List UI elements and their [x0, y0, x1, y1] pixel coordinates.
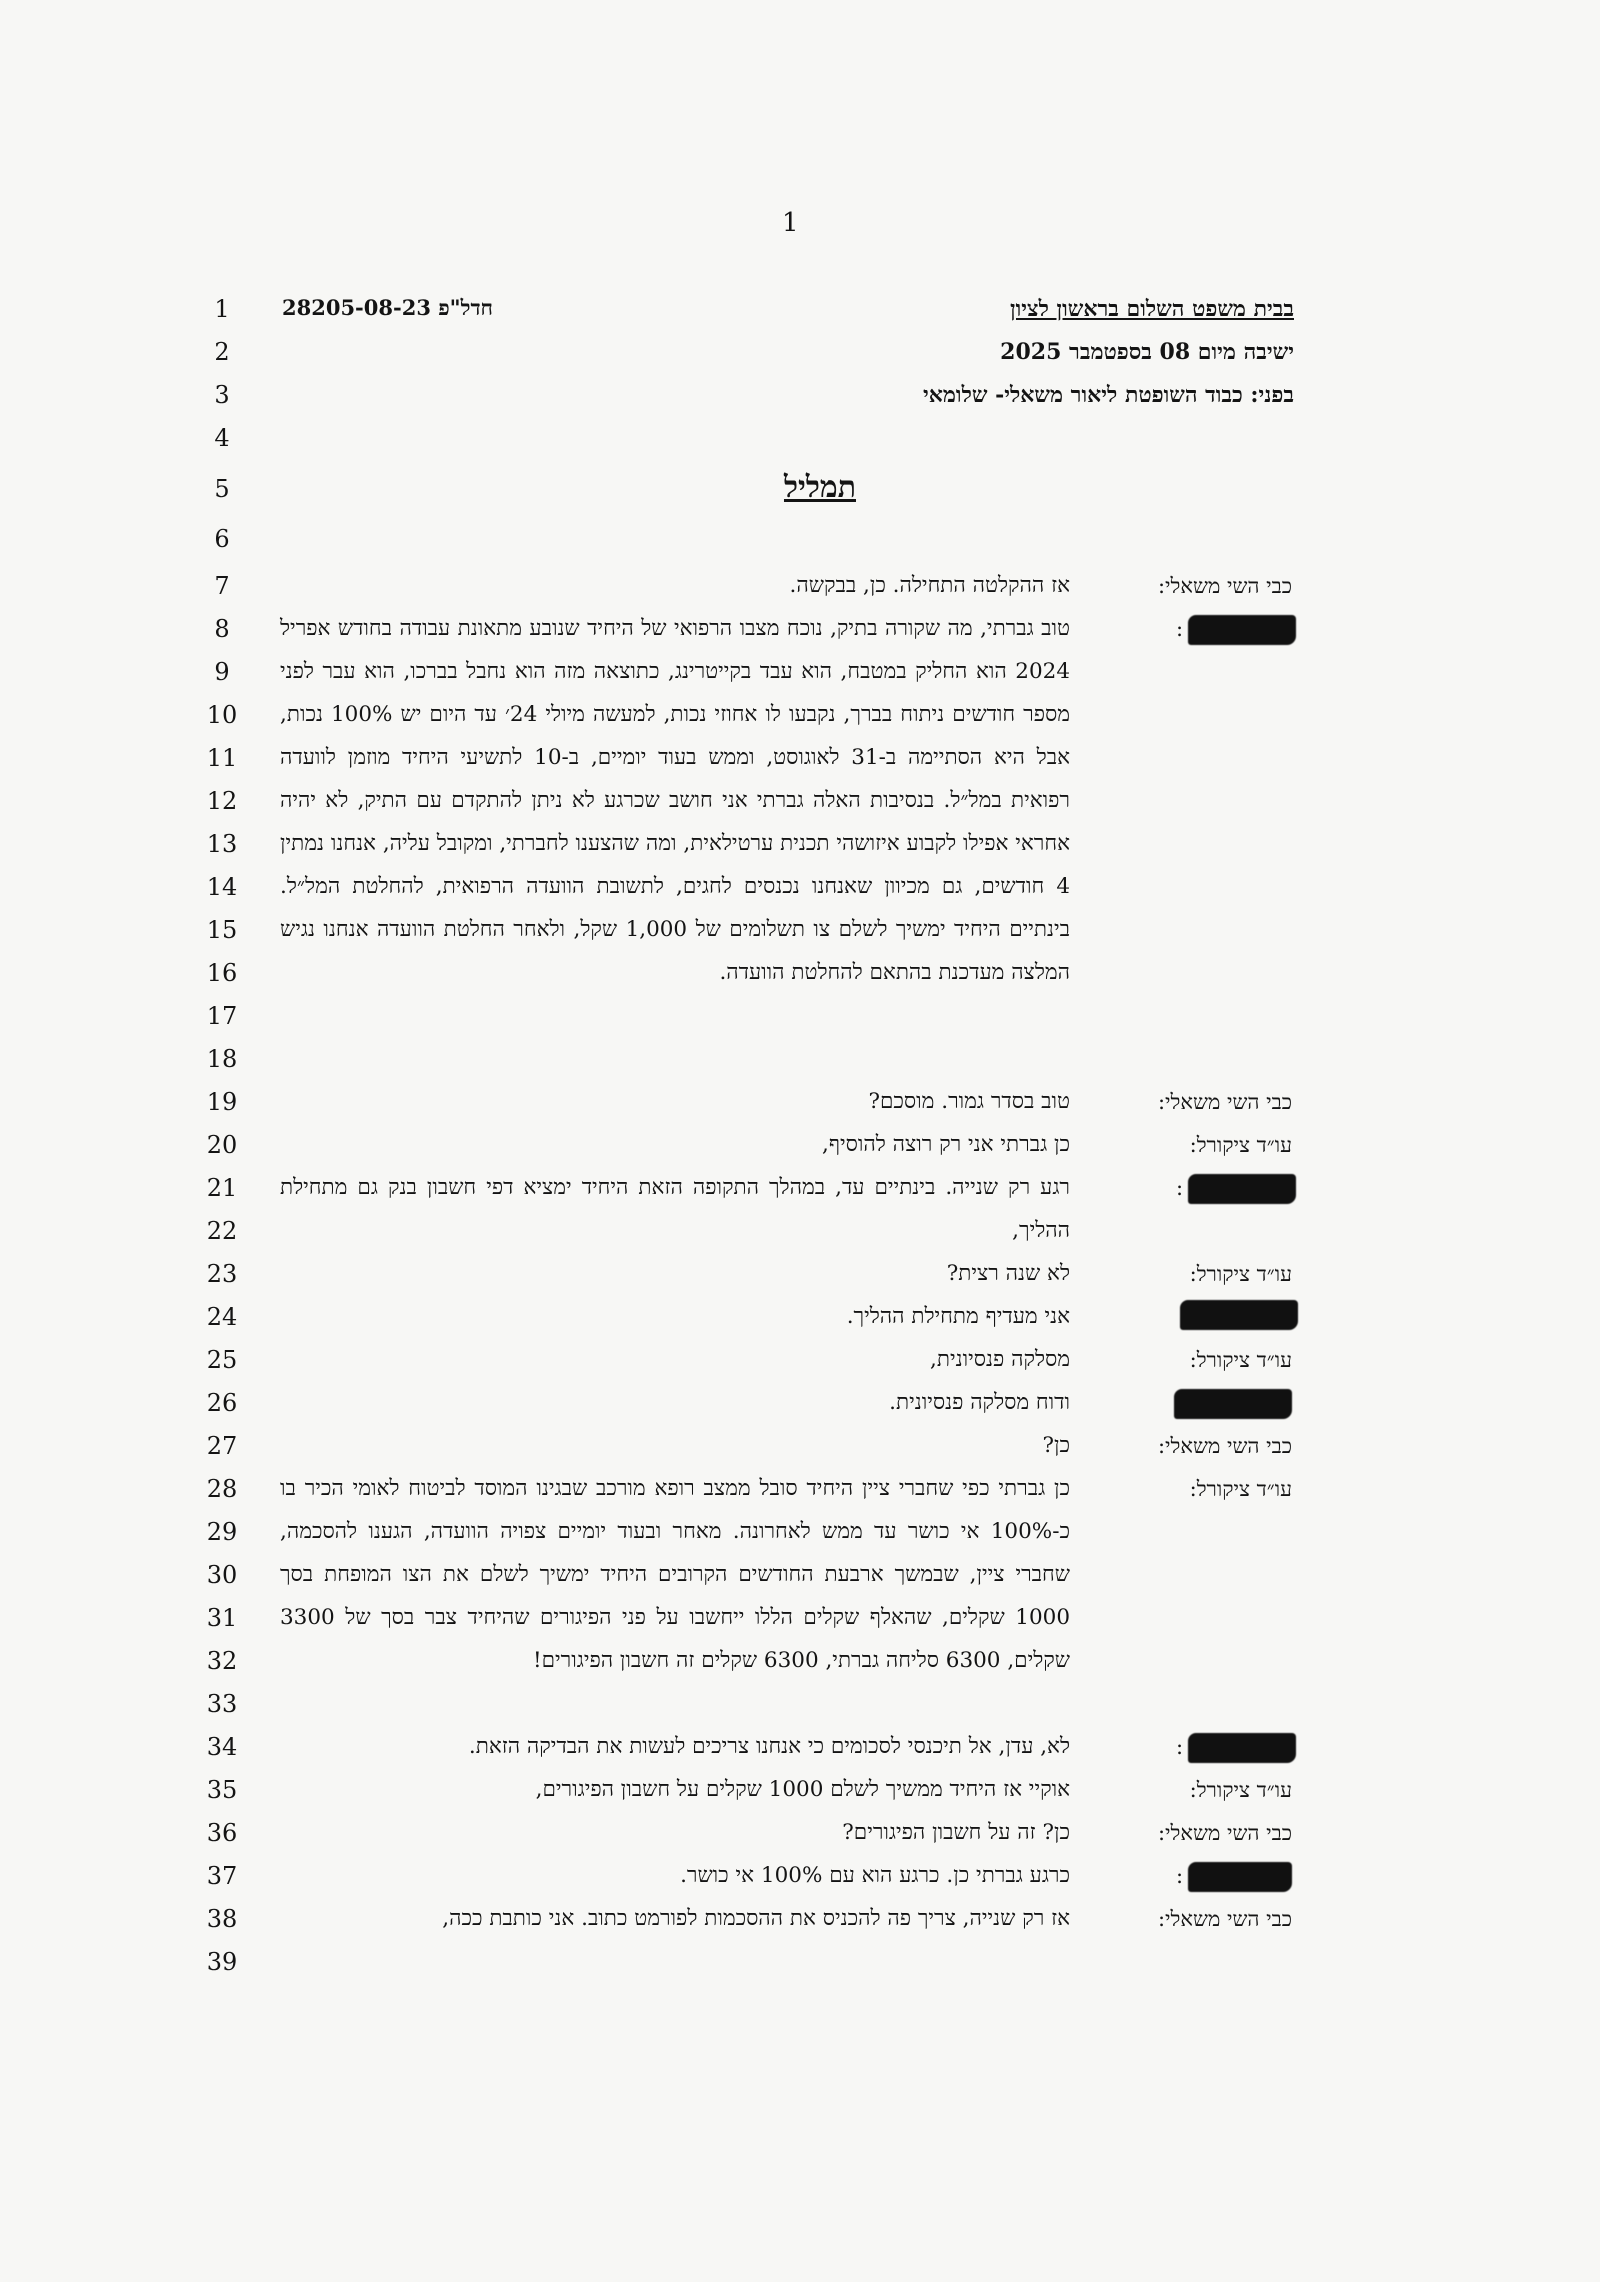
- speaker-label: עו״ד ציקורל:: [1189, 1262, 1292, 1286]
- speaker-label: עו״ד ציקורל:: [1189, 1778, 1292, 1802]
- line-number: 35: [206, 1776, 238, 1804]
- utterance: כרגע גברתי כן. כרגע הוא עם 100% אי כושר.: [680, 1863, 1070, 1888]
- line-number: 12: [206, 787, 238, 815]
- line-number: 7: [214, 572, 230, 600]
- line-number: 31: [206, 1604, 238, 1632]
- line-number: 17: [206, 1002, 238, 1030]
- line-number: 22: [206, 1217, 238, 1245]
- utterance: ודוח מסלקה פנסיונית.: [889, 1390, 1070, 1415]
- line-number: 5: [214, 475, 230, 503]
- redacted-speaker: [1188, 615, 1296, 645]
- line-number: 29: [206, 1518, 238, 1546]
- speaker-label: עו״ד ציקורל:: [1189, 1348, 1292, 1372]
- line-number: 37: [206, 1862, 238, 1890]
- line-number: 38: [206, 1905, 238, 1933]
- utterance: כן? זה על חשבון הפיגורים?: [842, 1820, 1070, 1845]
- page-number: 1: [782, 208, 799, 238]
- utterance: אז ההקלטה התחילה. כן, בבקשה.: [789, 573, 1070, 598]
- document-title: תמליל: [783, 470, 856, 505]
- line-number: 25: [206, 1346, 238, 1374]
- line-number: 34: [206, 1733, 238, 1761]
- utterance: טוב גברתי, מה שקורה בתיק, נוכח מצבו הרפואי של היחיד שנובע מתאונת עבודה בחודש אפריל 2024 הוא החליק במטבח, הוא עבד בקייטרינג, כתוצאה מזה הוא נחבל בברכו, הוא עבר לפני מספר חודשים ניתוח בברך, נקבעו לו אחוזי נכות, למעשה מיולי 24׳ עד היום יש 100% נכות, אבל היא הסתיימה ב-31 לאוגוסט, וממש בעוד יומיים, ב-10 לתשיעי היחיד מוזמן לוועדה רפואית במל״ל. בנסיבות האלה גברתי אני חושב שכרגע לא ניתן להתקדם עם התיק, לא יהיה אחראי אפילו לקבוע איזושהי תכנית ערטילאית, ומה שהצענו לחברתי, ומקובל עליה, אנחנו נמתין 4 חודשים, גם מכיוון שאנחנו נכנסים לחגים, לתשובת הוועדה הרפואית, להחלטת המל״ל. בינתיים היחיד ימשיך לשלם צו תשלומים של 1,000 שקל, ולאחר החלטת הוועדה אנחנו נגיש המלצה מעדכנת בהתאם להחלטת הוועדה.: [280, 616, 1070, 985]
- line-number: 33: [206, 1690, 238, 1718]
- line-number: 10: [206, 701, 238, 729]
- utterance: אני מעדיף מתחילת ההליך.: [846, 1304, 1070, 1329]
- line-number: 16: [206, 959, 238, 987]
- line-number: 9: [214, 658, 230, 686]
- redacted-speaker: [1188, 1733, 1296, 1763]
- speaker-label: כבי השי משאלי:: [1157, 574, 1292, 598]
- case-number: חדל"פ 28205-08-23: [282, 295, 493, 320]
- line-number: 11: [206, 744, 238, 772]
- line-number: 30: [206, 1561, 238, 1589]
- line-number: 3: [214, 381, 230, 409]
- redacted-speaker: [1174, 1389, 1292, 1419]
- utterance: לא, עדן, אל תיכנסי לסכומים כי אנחנו צריכים לעשות את הבדיקה הזאת.: [468, 1734, 1070, 1759]
- line-number: 39: [206, 1948, 238, 1976]
- utterance: כן גברתי כפי שחברי ציין היחיד סובל ממצב רופא מורכב שבגינו המוסד לביטוח לאומי הכיר בו כ-100% אי כושר עד ממש לאחרונה. מאחר ובעוד יומיים צפויה הוועדה, הגענו להסכמה, שחברי ציין, שבמשך ארבעת החודשים הקרובים היחיד ימשיך לשלם את הצו המופחת בסך 1000 שקלים, שהאלף שקלים הללו ייחשבו על פני הפיגורים שהיחיד צבר בסך של 3300 שקלים, 6300 סליחה גברתי, 6300 שקלים זה חשבון הפיגורים!: [280, 1476, 1070, 1673]
- line-number: 15: [206, 916, 238, 944]
- utterance: מסלקה פנסיונית,: [930, 1347, 1070, 1372]
- speaker-label: כבי השי משאלי:: [1157, 1821, 1292, 1845]
- line-number: 21: [206, 1174, 238, 1202]
- line-number: 27: [206, 1432, 238, 1460]
- speaker-label: כבי השי משאלי:: [1157, 1434, 1292, 1458]
- utterance: טוב בסדר גמור. מוסכם?: [868, 1089, 1070, 1114]
- speaker-label: עו״ד ציקורל:: [1189, 1133, 1292, 1157]
- line-number: 8: [214, 615, 230, 643]
- line-number: 13: [206, 830, 238, 858]
- line-number: 18: [206, 1045, 238, 1073]
- utterance: לא שנה רצית?: [946, 1261, 1070, 1286]
- line-number: 36: [206, 1819, 238, 1847]
- line-number: 19: [206, 1088, 238, 1116]
- utterance: אז רק שנייה, צריך פה להכניס את ההסכמות לפורמט כתוב. אני כותבת ככה,: [442, 1906, 1070, 1931]
- court-name: בבית משפט השלום בראשון לציון: [1010, 296, 1294, 322]
- redacted-speaker: [1188, 1174, 1296, 1204]
- redacted-speaker: [1180, 1300, 1298, 1330]
- speaker-label: עו״ד ציקורל:: [1189, 1477, 1292, 1501]
- line-number: 20: [206, 1131, 238, 1159]
- line-number: 23: [206, 1260, 238, 1288]
- line-number: 14: [206, 873, 238, 901]
- utterance: כן גברתי אני רק רוצה להוסיף,: [822, 1132, 1070, 1157]
- redacted-speaker: [1188, 1862, 1292, 1892]
- line-number: 26: [206, 1389, 238, 1417]
- speaker-label: כבי השי משאלי:: [1157, 1090, 1292, 1114]
- session-date: ישיבה מיום 08 בספטמבר 2025: [1000, 339, 1294, 365]
- line-number: 28: [206, 1475, 238, 1503]
- utterance: אוקיי אז היחיד ממשיך לשלם 1000 שקלים על חשבון הפיגורים,: [535, 1777, 1070, 1802]
- line-number: 32: [206, 1647, 238, 1675]
- line-number: 1: [214, 295, 230, 323]
- transcript-page: 1 1 2 3 4 5 6 7 8 9 10 11 12 13 14 15 16 17 18 19 20 21 22 23 24 25 26 27 28 29 30 31 32 33 34 35 36 37 38 39 בבית משפט השלום בראשון לציון ישיבה מיום 08 בספטמבר 2025 בפני: כבוד השופטת ליאור משאלי- שלומאי חדל"פ 28205-08-23 תמליל כבי השי משאלי: אז ההקלטה התחילה. כן, בבקשה. : טוב גברתי, מה שקורה בתיק, נוכח מצבו הרפואי של היחיד שנובע מתאונת עבודה בחודש אפריל 2024 הוא החליק במטבח, הוא עבד בקייטרינג, כתוצאה מזה הוא נחבל בברכו, הוא עבר לפני מספר חודשים ניתוח בברך, נקבעו לו אחוזי נכות, למעשה מיולי 24׳ עד היום יש 100% נכות, אבל היא הסתיימה ב-31 לאוגוסט, וממש בעוד יומיים, ב-10 לתשיעי היחיד מוזמן לוועדה רפואית במל״ל. בנסיבות האלה גברתי אני חושב שכרגע לא ניתן להתקדם עם התיק, לא יהיה אחראי אפילו לקבוע איזושהי תכנית ערטילאית, ומה שהצענו לחברתי, ומקובל עליה, אנחנו נמתין 4 חודשים, גם מכיוון שאנחנו נכנסים לחגים, לתשובת הוועדה הרפואית, להחלטת המל״ל. בינתיים היחיד ימשיך לשלם צו תשלומים של 1,000 שקל, ולאחר החלטת הוועדה אנחנו נגיש המלצה מעדכנת בהתאם להחלטת הוועדה. כבי השי משאלי: טוב בסדר גמור. מוסכם? עו״ד ציקורל: כן גברתי אני רק רוצה להוסיף, : רגע רק שנייה. בינתיים עד, במהלך התקופה הזאת היחיד ימציא דפי חשבון בנק גם מתחילת ההליך, עו״ד ציקורל: לא שנה רצית? אני מעדיף מתחילת ההליך. עו״ד ציקורל: מסלקה פנסיונית, ודוח מסלקה פנסיונית. כבי השי משאלי: כן? עו״ד ציקורל: כן גברתי כפי שחברי ציין היחיד סובל ממצב רופא מורכב שבגינו המוסד לביטוח לאומי הכיר בו כ-100% אי כושר עד ממש לאחרונה. מאחר ובעוד יומיים צפויה הוועדה, הגענו להסכמה, שחברי ציין, שבמשך ארבעת החודשים הקרובים היחיד ימשיך לשלם את הצו המופחת בסך 1000 שקלים, שהאלף שקלים הללו ייחשבו על פני הפיגורים שהיחיד צבר בסך של 3300 שקלים, 6300 סליחה גברתי, 6300 שקלים זה חשבון הפיגורים! : לא, עדן, אל תיכנסי לסכומים כי אנחנו צריכים לעשות את הבדיקה הזאת. עו״ד ציקורל: אוקיי אז היחיד ממשיך לשלם 1000 שקלים על חשבון הפיגורים, כבי השי משאלי: כן? זה על חשבון הפיגורים? : כרגע גברתי כן. כרגע הוא עם 100% אי כושר. כבי השי משאלי: אז רק שנייה, צריך פה להכניס את ההסכמות לפורמט כתוב. אני כותבת ככה,: [0, 0, 1600, 2282]
- line-number: 6: [214, 525, 230, 553]
- line-number: 4: [214, 424, 230, 452]
- judge-line: בפני: כבוד השופטת ליאור משאלי- שלומאי: [923, 382, 1294, 408]
- utterance: כן?: [1042, 1433, 1070, 1458]
- speaker-label: כבי השי משאלי:: [1157, 1907, 1292, 1931]
- line-number: 2: [214, 338, 230, 366]
- line-number: 24: [206, 1303, 238, 1331]
- utterance: רגע רק שנייה. בינתיים עד, במהלך התקופה הזאת היחיד ימציא דפי חשבון בנק גם מתחילת ההליך,: [280, 1175, 1070, 1243]
